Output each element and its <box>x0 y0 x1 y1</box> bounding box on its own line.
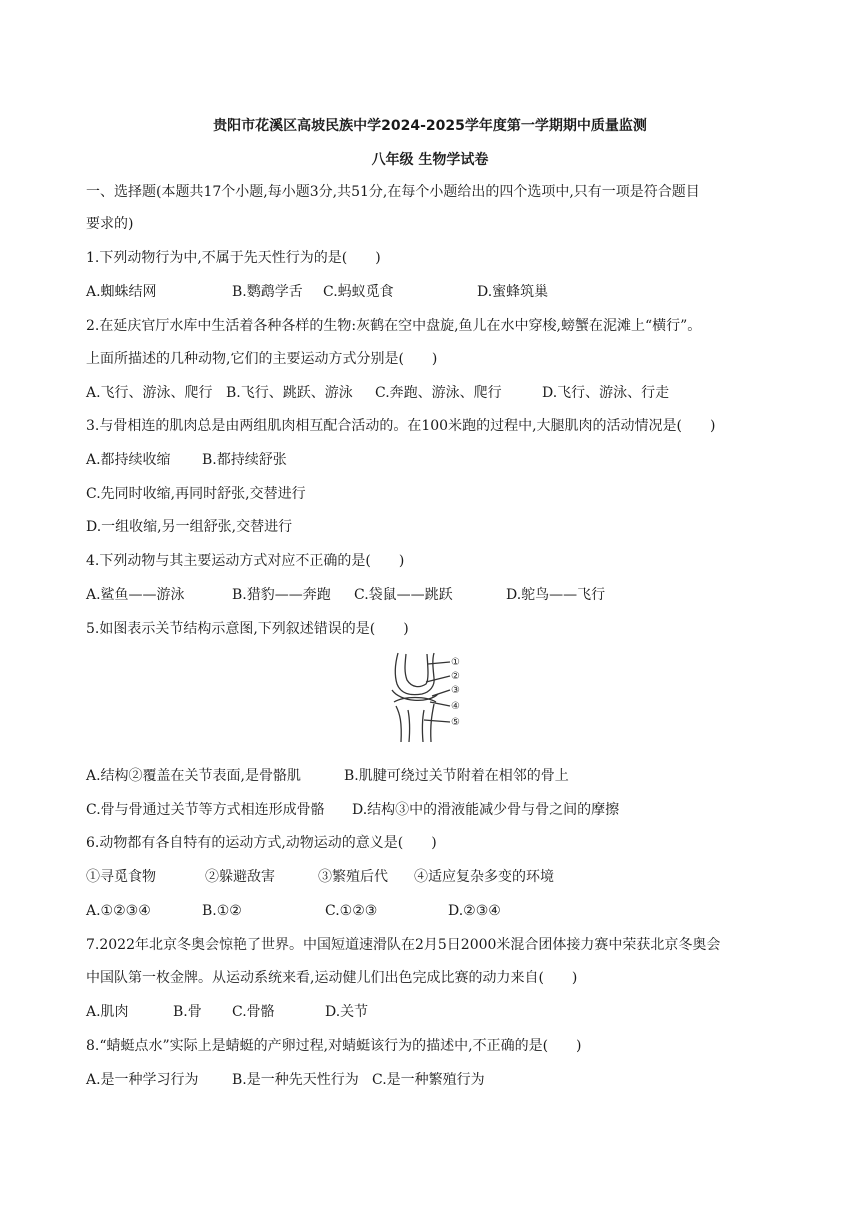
question-5-stem: 5.如图表示关节结构示意图,下列叙述错误的是( ) <box>86 621 409 637</box>
question-7-option-c: C.骨骼 <box>232 1004 275 1020</box>
question-2-option-a: A.飞行、游泳、爬行 <box>86 385 213 401</box>
exam-title: 贵阳市花溪区高坡民族中学2024-2025学年度第一学期期中质量监测 <box>213 118 647 134</box>
diagram-label-1: ① <box>451 657 460 668</box>
question-1-option-d: D.蜜蜂筑巢 <box>477 284 549 300</box>
question-5-option-b: B.肌腱可绕过关节附着在相邻的骨上 <box>344 768 569 784</box>
question-6-item-2: ②躲避敌害 <box>205 869 275 885</box>
question-8-option-a: A.是一种学习行为 <box>86 1072 199 1088</box>
question-1-option-a: A.蜘蛛结网 <box>86 284 157 300</box>
question-6-item-3: ③繁殖后代 <box>318 869 388 885</box>
question-3-stem: 3.与骨相连的肌肉总是由两组肌肉相互配合活动的。在100米跑的过程中,大腿肌肉的活动情况是( ) <box>86 418 716 434</box>
diagram-label-5: ⑤ <box>451 717 460 728</box>
question-7-option-d: D.关节 <box>325 1004 369 1020</box>
question-8-option-b: B.是一种先天性行为 <box>232 1072 359 1088</box>
exam-subtitle: 八年级 生物学试卷 <box>371 152 489 168</box>
section-heading-cont: 要求的) <box>86 216 134 232</box>
question-1-option-c: C.蚂蚁觅食 <box>323 284 394 300</box>
question-6-item-1: ①寻觅食物 <box>86 869 156 885</box>
question-3-option-b: B.都持续舒张 <box>202 452 287 468</box>
diagram-label-3: ③ <box>451 685 460 696</box>
question-3-option-d: D.一组收缩,另一组舒张,交替进行 <box>86 519 293 535</box>
question-4-option-d: D.鸵鸟——飞行 <box>506 587 606 603</box>
question-7-option-a: A.肌肉 <box>86 1004 129 1020</box>
question-8-option-c: C.是一种繁殖行为 <box>372 1072 485 1088</box>
question-6-stem: 6.动物都有各自特有的运动方式,动物运动的意义是( ) <box>86 835 437 851</box>
section-heading: 一、选择题(本题共17个小题,每小题3分,共51分,在每个小题给出的四个选项中,只有一项是符合题目 <box>86 184 700 200</box>
question-1-stem: 1.下列动物行为中,不属于先天性行为的是( ) <box>86 250 381 266</box>
diagram-label-4: ④ <box>451 701 460 712</box>
diagram-label-2: ② <box>451 671 460 682</box>
question-6-item-4: ④适应复杂多变的环境 <box>414 869 554 885</box>
question-7-option-b: B.骨 <box>173 1004 202 1020</box>
question-8-stem: 8.“蜻蜓点水”实际上是蜻蜓的产卵过程,对蜻蜓该行为的描述中,不正确的是( ) <box>86 1038 582 1054</box>
question-5-option-c: C.骨与骨通过关节等方式相连形成骨骼 <box>86 802 325 818</box>
question-5-option-a: A.结构②覆盖在关节表面,是骨骼肌 <box>86 768 302 784</box>
question-6-option-c: C.①②③ <box>325 903 378 919</box>
question-1-option-b: B.鹦鹉学舌 <box>232 284 303 300</box>
question-4-option-b: B.猎豹——奔跑 <box>232 587 331 603</box>
question-4-option-c: C.袋鼠——跳跃 <box>354 587 453 603</box>
question-7-stem-cont: 中国队第一枚金牌。从运动系统来看,运动健儿们出色完成比赛的动力来自( ) <box>86 970 578 986</box>
question-2-stem-cont: 上面所描述的几种动物,它们的主要运动方式分别是( ) <box>86 351 438 367</box>
question-2-option-c: C.奔跑、游泳、爬行 <box>375 385 502 401</box>
question-3-option-a: A.都持续收缩 <box>86 452 171 468</box>
question-2-option-b: B.飞行、跳跃、游泳 <box>226 385 353 401</box>
question-6-option-a: A.①②③④ <box>86 903 151 919</box>
question-4-stem: 4.下列动物与其主要运动方式对应不正确的是( ) <box>86 553 405 569</box>
question-6-option-d: D.②③④ <box>448 903 501 919</box>
question-6-option-b: B.①② <box>202 903 242 919</box>
question-4-option-a: A.鲨鱼——游泳 <box>86 587 185 603</box>
question-3-option-c: C.先同时收缩,再同时舒张,交替进行 <box>86 486 306 502</box>
joint-structure-diagram <box>380 650 470 745</box>
question-7-stem: 7.2022年北京冬奥会惊艳了世界。中国短道速滑队在2月5日2000米混合团体接力赛中荣获北京冬奥会 <box>86 937 721 953</box>
question-2-stem: 2.在延庆官厅水库中生活着各种各样的生物:灰鹤在空中盘旋,鱼儿在水中穿梭,螃蟹在泥滩上“横行”。 <box>86 318 702 334</box>
question-5-option-d: D.结构③中的滑液能减少骨与骨之间的摩擦 <box>352 802 620 818</box>
question-2-option-d: D.飞行、游泳、行走 <box>542 385 670 401</box>
